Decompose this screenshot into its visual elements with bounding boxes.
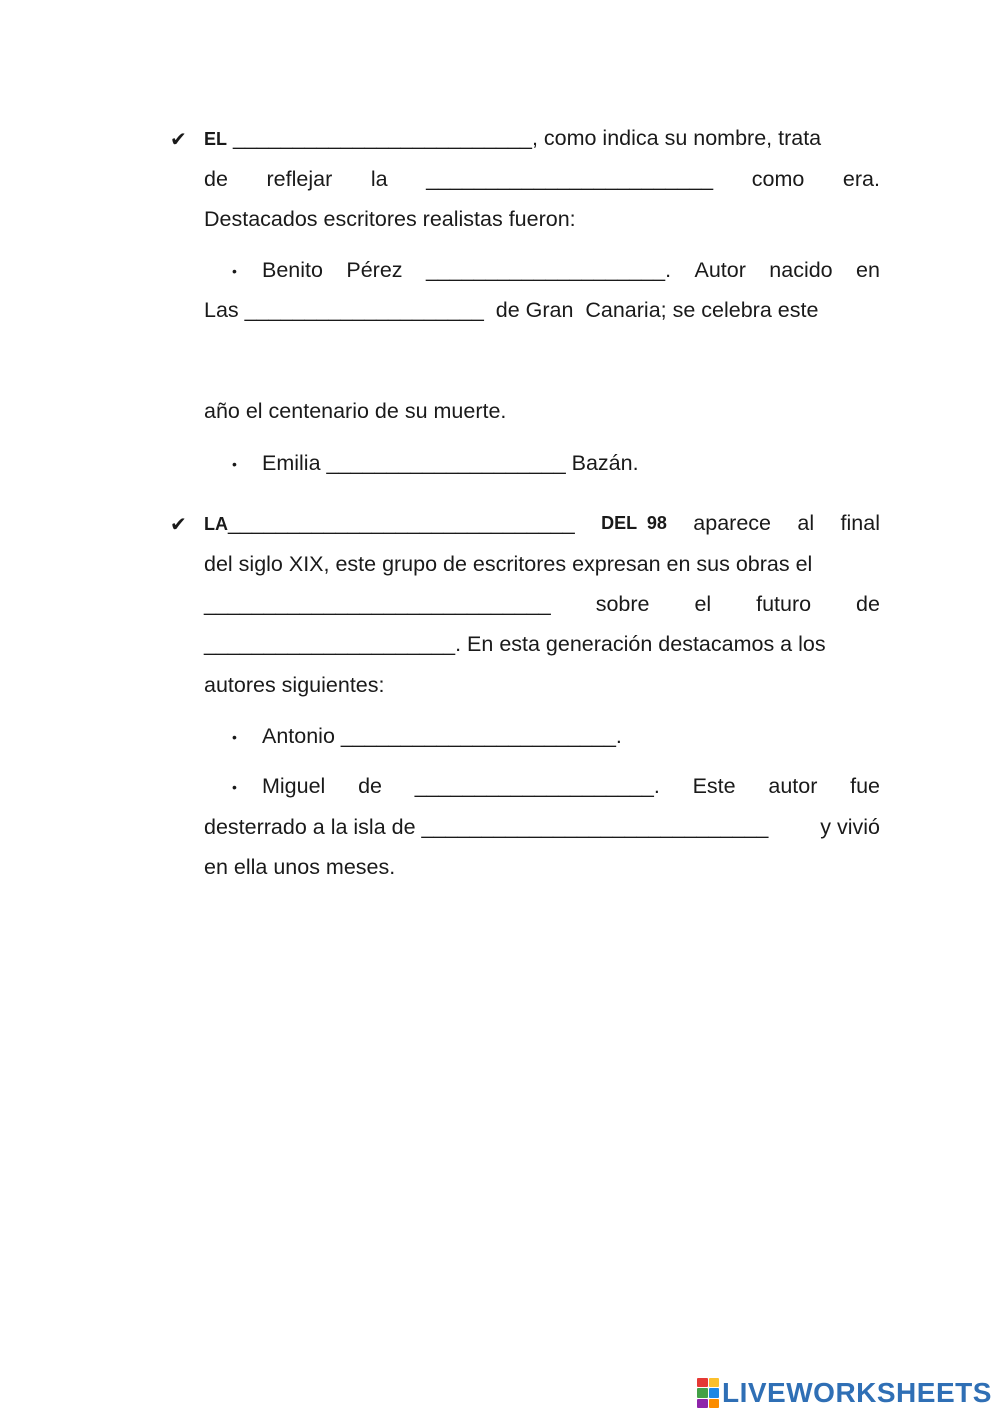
logo-icon bbox=[697, 1378, 719, 1408]
word: Pérez bbox=[346, 258, 403, 282]
word: de bbox=[856, 592, 880, 616]
s2-line1 bbox=[204, 510, 880, 537]
bullet-icon: • bbox=[232, 263, 237, 279]
logo-square bbox=[709, 1378, 720, 1387]
logo-square bbox=[697, 1399, 708, 1408]
s2-label: LA bbox=[204, 514, 228, 534]
s2-b2-line2 bbox=[204, 814, 880, 840]
s1-b1-line1 bbox=[262, 257, 880, 283]
word: al bbox=[797, 511, 815, 535]
s1-line1-rest: , como indica su nombre, trata bbox=[531, 126, 822, 150]
s1-blank-1[interactable]: _________________________ bbox=[233, 126, 532, 150]
s1-blank-3[interactable]: ____________________. bbox=[425, 258, 672, 282]
s1-blank-2[interactable]: ________________________ bbox=[426, 167, 714, 191]
word: autor bbox=[768, 774, 818, 798]
s1-line3: Destacados escritores realistas fueron: bbox=[204, 207, 576, 231]
logo-square bbox=[697, 1388, 708, 1397]
s2-blank-3[interactable]: ____________________. bbox=[414, 774, 660, 798]
word: aparece bbox=[693, 511, 771, 535]
word: Benito bbox=[262, 258, 323, 282]
word: la bbox=[370, 167, 388, 191]
word: de bbox=[358, 774, 382, 798]
word: en bbox=[856, 258, 880, 282]
word: sobre bbox=[595, 592, 650, 616]
s2-line3 bbox=[204, 591, 880, 617]
bullet-icon: • bbox=[232, 729, 237, 745]
word: como bbox=[751, 167, 805, 191]
checkmark-icon: ✔ bbox=[170, 512, 187, 536]
word: Este bbox=[692, 774, 736, 798]
s2-label-2: DEL 98 bbox=[601, 513, 667, 533]
word: era. bbox=[842, 167, 880, 191]
logo-square bbox=[697, 1378, 708, 1387]
bullet-icon: • bbox=[232, 779, 237, 795]
s1-b2-line: Emilia ____________________ Bazán. bbox=[262, 451, 639, 475]
word: reflejar bbox=[266, 167, 333, 191]
s2-line5: autores siguientes: bbox=[204, 673, 385, 697]
s2-b2-line3: en ella unos meses. bbox=[204, 855, 396, 879]
s1-b1-line3: año el centenario de su muerte. bbox=[204, 399, 507, 423]
checkmark-icon: ✔ bbox=[170, 127, 187, 151]
s2-line4: _____________________. En esta generación destacamos a los bbox=[204, 632, 826, 656]
s1-label: EL bbox=[204, 129, 228, 149]
s1-b1-line2: Las ____________________ de Gran Canaria; se celebra este bbox=[204, 298, 819, 322]
s2-line2: del siglo XIX, este grupo de escritores expresan en sus obras el bbox=[204, 552, 813, 576]
s1-line1 bbox=[204, 125, 880, 152]
word: final bbox=[840, 511, 880, 535]
word: Miguel bbox=[262, 774, 326, 798]
word: futuro bbox=[756, 592, 812, 616]
logo-square bbox=[709, 1399, 720, 1408]
logo-text: LIVEWORKSHEETS bbox=[722, 1377, 992, 1408]
s2-blank-4[interactable]: desterrado a la isla de _____________________________ bbox=[204, 815, 769, 839]
word: de bbox=[204, 167, 228, 191]
liveworksheets-logo bbox=[697, 1378, 992, 1408]
logo-square bbox=[709, 1388, 720, 1397]
word: fue bbox=[850, 774, 880, 798]
s2-blank-1[interactable]: _____________________________ bbox=[228, 511, 575, 535]
bullet-icon: • bbox=[232, 456, 237, 472]
word: Autor bbox=[694, 258, 746, 282]
s2-b2-line1 bbox=[262, 773, 880, 799]
word: nacido bbox=[769, 258, 833, 282]
word: y vivió bbox=[820, 815, 880, 839]
word: el bbox=[694, 592, 712, 616]
s2-b1-line: Antonio _______________________. bbox=[262, 724, 622, 748]
s2-blank-2[interactable]: _____________________________ bbox=[204, 592, 551, 616]
s1-line2 bbox=[204, 166, 880, 192]
